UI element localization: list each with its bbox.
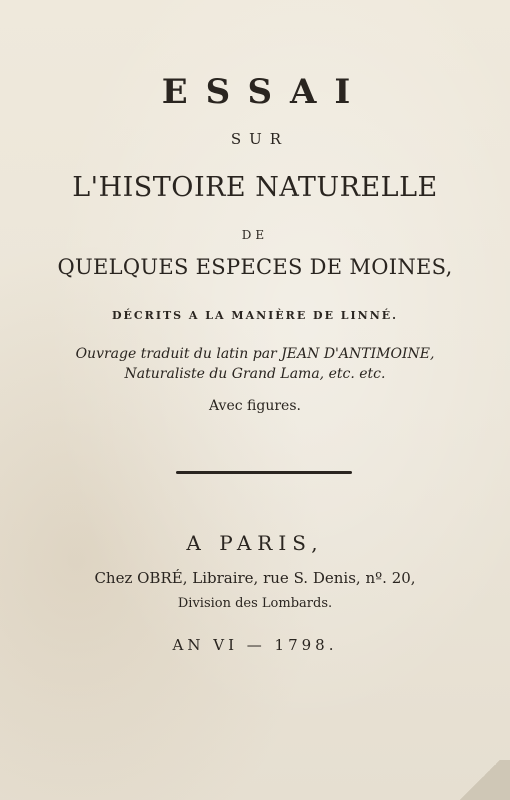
title-sur: SUR — [230, 130, 290, 148]
credit-naturaliste: Naturaliste du Grand Lama, etc. etc. — [124, 366, 386, 382]
publication-date: AN VI — 1798. — [172, 636, 338, 654]
printer-rule — [176, 471, 352, 474]
title-essai: ESSAI — [161, 72, 369, 112]
title-histoire-naturelle: L'HISTOIRE NATURELLE — [72, 172, 438, 203]
publisher-division: Division des Lombards. — [177, 596, 333, 611]
title-especes-moines: QUELQUES ESPECES DE MOINES, — [57, 255, 453, 279]
credit-translator: Ouvrage traduit du latin par JEAN D'ANTIMOINE, — [75, 346, 435, 362]
page-corner — [450, 760, 510, 800]
title-de: DE — [241, 228, 269, 242]
publisher-name: Chez OBRÉ, Libraire, rue S. Denis, nº. 20, — [94, 569, 416, 587]
avec-figures: Avec figures. — [209, 398, 301, 414]
title-decrits-linne: DÉCRITS A LA MANIÈRE DE LINNÉ. — [112, 309, 398, 322]
publisher-city: A PARIS, — [186, 531, 324, 555]
